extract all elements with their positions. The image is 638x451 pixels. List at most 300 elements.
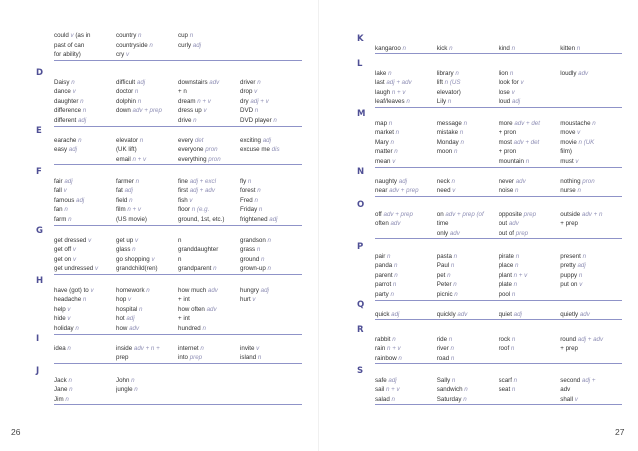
headword: hop (116, 296, 129, 304)
word-entry (116, 205, 178, 215)
part-of-speech: n (193, 116, 197, 124)
headword: near (375, 187, 390, 195)
headword: often (375, 220, 391, 228)
headword: headache (54, 296, 83, 304)
headword: fair (54, 177, 65, 185)
headword: go shopping (116, 255, 152, 263)
word-entry (560, 119, 622, 129)
part-of-speech: v (575, 157, 579, 165)
headword: grown-up (240, 265, 268, 273)
word-entry (560, 138, 622, 148)
part-of-speech: adj + adv (189, 187, 215, 195)
part-of-speech: v (128, 296, 132, 304)
headword: fall (54, 187, 64, 195)
word-entry (116, 87, 178, 97)
headword: off (375, 210, 384, 218)
headword: movie (560, 138, 579, 146)
part-of-speech: n (463, 119, 468, 127)
part-of-speech: adj (192, 41, 202, 49)
word-row (375, 344, 622, 354)
word-entry (116, 353, 178, 363)
headword: plant (498, 271, 514, 279)
word-entry (437, 335, 499, 345)
headword: Lily (436, 98, 448, 106)
part-of-speech: adj (76, 196, 85, 204)
word-entry (116, 226, 178, 236)
word-entry (499, 109, 561, 119)
word-entry (240, 186, 302, 196)
word-entry (560, 290, 622, 300)
headword: get up (116, 236, 135, 244)
word-entry (240, 205, 302, 215)
word-entry (116, 126, 178, 136)
part-of-speech: n (139, 305, 143, 313)
part-of-speech: n (513, 376, 518, 384)
headword: + int (178, 315, 190, 323)
part-of-speech: n (513, 281, 518, 289)
word-row (375, 147, 622, 157)
part-of-speech: n (451, 177, 455, 185)
word-entry (560, 69, 622, 79)
word-row (375, 325, 622, 335)
headword: easy (54, 146, 69, 154)
part-of-speech: v (203, 107, 207, 115)
word-entry (499, 210, 561, 220)
word-row (375, 271, 622, 281)
word-entry (499, 177, 561, 187)
headword: safe (375, 376, 389, 384)
word-entry (116, 106, 178, 116)
word-entry (375, 59, 437, 69)
headword: kitten (560, 44, 577, 52)
headword: moon (436, 148, 454, 156)
part-of-speech: n (US (444, 79, 461, 87)
word-row (375, 310, 622, 320)
word-entry (178, 196, 240, 206)
word-row (375, 335, 622, 345)
word-entry (499, 271, 561, 281)
word-entry (116, 41, 178, 51)
headword: lake (375, 69, 389, 77)
word-row (375, 242, 622, 252)
word-list (375, 325, 622, 364)
word-entry (116, 167, 178, 177)
headword: road (436, 354, 451, 362)
word-entry (54, 314, 116, 324)
headword: island (240, 354, 258, 362)
word-entry (560, 252, 622, 262)
word-entry (560, 271, 622, 281)
part-of-speech: n (464, 386, 468, 394)
word-entry (178, 31, 240, 41)
word-entry (375, 128, 437, 138)
word-entry (116, 116, 178, 126)
headword: Paul (436, 262, 451, 270)
word-entry (54, 78, 116, 88)
part-of-speech: n (135, 177, 140, 185)
part-of-speech: v (520, 79, 524, 87)
word-row (54, 264, 302, 274)
word-row (375, 252, 622, 262)
part-of-speech: prep (515, 229, 529, 237)
word-entry (560, 385, 622, 395)
part-of-speech: n (68, 376, 72, 384)
word-entry (499, 280, 561, 290)
word-row (375, 88, 622, 98)
part-of-speech: adj + adv (386, 79, 412, 87)
word-entry (178, 286, 240, 296)
word-row (54, 177, 302, 187)
headword: curly (178, 41, 193, 49)
word-entry (375, 88, 437, 98)
word-entry (240, 353, 302, 363)
part-of-speech: n (450, 345, 454, 353)
headword: rock (498, 335, 512, 343)
word-row (375, 366, 622, 376)
part-of-speech: v (151, 255, 155, 263)
word-entry (437, 109, 499, 119)
word-row (375, 186, 622, 196)
section-letter: R (357, 325, 364, 335)
headword: loud (498, 98, 512, 106)
headword: every (178, 136, 195, 144)
part-of-speech: n (254, 107, 259, 115)
word-entry (178, 155, 240, 165)
headword: hungry (240, 286, 261, 294)
word-entry (178, 376, 240, 386)
part-of-speech: n (592, 119, 596, 127)
word-entry (54, 245, 116, 255)
word-row (54, 353, 302, 363)
headword: round (560, 335, 578, 343)
word-row (54, 215, 302, 225)
headword: + pron (498, 129, 517, 137)
section-letter: E (36, 126, 42, 136)
part-of-speech: pron (208, 155, 221, 163)
word-entry (54, 50, 116, 60)
part-of-speech: n (395, 129, 400, 137)
word-entry (499, 119, 561, 129)
part-of-speech: adv (578, 69, 589, 77)
part-of-speech: n (448, 335, 453, 343)
word-entry (54, 334, 116, 344)
part-of-speech: n (450, 354, 455, 362)
word-row (375, 354, 622, 364)
word-entry (375, 78, 437, 88)
word-entry (560, 325, 622, 335)
word-entry (560, 376, 622, 386)
word-row (54, 344, 302, 354)
word-entry (375, 271, 437, 281)
word-entry (54, 215, 116, 225)
word-entry (178, 344, 240, 354)
part-of-speech: n (453, 252, 458, 260)
word-entry (178, 226, 240, 236)
word-entry (375, 385, 437, 395)
part-of-speech: n (134, 88, 139, 96)
right-page (319, 0, 638, 451)
word-entry (375, 157, 437, 167)
headword: rainbow (375, 354, 399, 362)
page-number: 26 (11, 427, 21, 437)
word-entry (178, 314, 240, 324)
word-entry (499, 300, 561, 310)
headword: scarf (498, 376, 514, 384)
headword: exciting (240, 136, 263, 144)
part-of-speech: n (394, 271, 398, 279)
word-entry (240, 31, 302, 41)
word-row (54, 324, 302, 334)
word-entry (178, 205, 240, 215)
word-entry (240, 324, 302, 334)
part-of-speech: n (131, 376, 135, 384)
part-of-speech: adv (508, 220, 519, 228)
word-entry (560, 34, 622, 44)
part-of-speech: pron (205, 146, 218, 154)
headword: jungle (116, 386, 135, 394)
word-row (375, 34, 622, 44)
part-of-speech: n (515, 252, 520, 260)
part-of-speech: n (387, 252, 391, 260)
part-of-speech: n (67, 344, 71, 352)
word-entry (560, 219, 622, 229)
headword: hurt (240, 296, 253, 304)
word-entry (240, 136, 302, 146)
part-of-speech: v (63, 187, 67, 195)
word-entry (54, 186, 116, 196)
word-entry (178, 136, 240, 146)
word-entry (375, 344, 437, 354)
word-entry (499, 34, 561, 44)
word-entry (375, 335, 437, 345)
headword: (UK lift) (116, 146, 137, 154)
headword: moustache (560, 119, 593, 127)
part-of-speech: n (80, 97, 84, 105)
word-entry (499, 229, 561, 239)
headword: Sally (436, 376, 452, 384)
headword: message (436, 119, 464, 127)
part-of-speech: adv + det (514, 119, 540, 127)
headword: kangaroo (375, 44, 403, 52)
word-entry (499, 366, 561, 376)
word-entry (375, 34, 437, 44)
headword: pasta (436, 252, 454, 260)
word-row (54, 376, 302, 386)
word-entry (499, 138, 561, 148)
part-of-speech: n (68, 215, 72, 223)
word-entry (499, 354, 561, 364)
word-entry (116, 186, 178, 196)
word-entry (178, 295, 240, 305)
word-list (54, 366, 302, 405)
word-row (375, 376, 622, 386)
word-entry (116, 305, 178, 315)
word-entry (54, 276, 116, 286)
word-entry (240, 87, 302, 97)
part-of-speech: n (75, 324, 79, 332)
word-entry (437, 78, 499, 88)
word-entry (499, 290, 561, 300)
word-entry (240, 41, 302, 51)
headword: how often (178, 305, 207, 313)
headword: move (560, 129, 578, 137)
word-entry (54, 295, 116, 305)
part-of-speech: n (189, 32, 194, 39)
headword: quiet (498, 310, 514, 318)
part-of-speech: v (574, 395, 578, 403)
headword: Peter (436, 281, 454, 289)
word-row (54, 226, 302, 236)
part-of-speech: n (64, 206, 68, 214)
headword: everything (178, 155, 209, 163)
headword: + prep (560, 345, 578, 353)
word-entry (375, 200, 437, 210)
part-of-speech: adv (129, 324, 140, 332)
word-entry (54, 395, 116, 405)
headword: seat (498, 386, 512, 394)
word-entry (499, 128, 561, 138)
word-entry (240, 334, 302, 344)
word-entry (437, 138, 499, 148)
headword: laugh (375, 88, 392, 96)
word-entry (560, 78, 622, 88)
headword: loudly (560, 69, 579, 77)
word-entry (499, 242, 561, 252)
part-of-speech: n (453, 281, 457, 289)
word-entry (437, 325, 499, 335)
headword: second (560, 376, 582, 384)
word-entry (54, 167, 116, 177)
part-of-speech: adv (579, 310, 590, 318)
word-entry (437, 147, 499, 157)
section-letter: I (36, 334, 40, 344)
headword: noise (498, 187, 516, 195)
word-entry (437, 290, 499, 300)
part-of-speech: n (267, 236, 271, 244)
headword: drop (240, 88, 255, 96)
word-row (54, 155, 302, 165)
section-letter: O (357, 200, 365, 210)
headword: parrot (375, 281, 393, 289)
word-entry (499, 376, 561, 386)
headword: John (116, 376, 132, 384)
headword: Jane (54, 386, 70, 394)
part-of-speech: adj + excl (189, 177, 217, 185)
part-of-speech: adj (398, 177, 408, 185)
part-of-speech: n (510, 345, 515, 353)
part-of-speech: n + v (513, 271, 528, 279)
word-entry (178, 334, 240, 344)
word-row (375, 59, 622, 69)
headword: more (498, 119, 515, 127)
part-of-speech: n (139, 136, 144, 144)
word-entry (499, 147, 561, 157)
word-entry (54, 236, 116, 246)
word-list (54, 68, 302, 127)
word-entry (116, 366, 178, 376)
part-of-speech: n (78, 136, 82, 144)
part-of-speech: n (UK (578, 138, 595, 146)
part-of-speech: adv + n (581, 210, 603, 218)
part-of-speech: n (450, 262, 455, 270)
headword: only (436, 229, 450, 237)
headword: Fred (240, 196, 255, 204)
section-letter: P (357, 242, 364, 252)
part-of-speech: n (146, 286, 150, 294)
word-entry (375, 69, 437, 79)
headword: past of can (54, 41, 85, 49)
headword: picnic (436, 290, 455, 298)
headword: famous (54, 196, 77, 204)
part-of-speech: n (149, 41, 153, 49)
part-of-speech: n (447, 98, 452, 106)
part-of-speech: adv (207, 286, 218, 294)
word-entry (178, 236, 240, 246)
word-entry (178, 264, 240, 274)
section-letter: F (36, 167, 42, 177)
word-entry (178, 87, 240, 97)
word-entry (375, 366, 437, 376)
word-list (54, 167, 302, 226)
headword: into (178, 354, 190, 362)
word-row (375, 290, 622, 300)
headword: cry (116, 51, 126, 59)
word-entry (375, 147, 437, 157)
headword: driver (240, 78, 258, 86)
word-entry (116, 255, 178, 265)
word-entry (240, 295, 302, 305)
word-entry (54, 353, 116, 363)
part-of-speech: n (577, 187, 581, 195)
word-row (54, 78, 302, 88)
word-entry (560, 366, 622, 376)
part-of-speech: adv + prep (383, 210, 413, 218)
word-entry (116, 145, 178, 155)
part-of-speech: adj (269, 215, 278, 223)
part-of-speech: n (132, 246, 136, 254)
word-entry (499, 219, 561, 229)
part-of-speech: n (394, 148, 398, 156)
word-entry (116, 215, 178, 225)
headword: inside (116, 344, 134, 352)
headword: neck (436, 177, 452, 185)
headword: shall (560, 395, 575, 403)
word-entry (375, 97, 437, 107)
word-row (54, 255, 302, 265)
part-of-speech: n (82, 107, 87, 115)
part-of-speech: n (454, 290, 458, 298)
headword: ground (240, 255, 261, 263)
headword: difference (54, 107, 83, 115)
word-entry (178, 305, 240, 315)
section-letter: D (36, 68, 44, 78)
headword: doctor (116, 88, 135, 96)
word-row (54, 236, 302, 246)
word-entry (240, 155, 302, 165)
part-of-speech: adj (136, 78, 146, 86)
headword: pet (436, 271, 448, 279)
part-of-speech: n (71, 78, 75, 86)
word-entry (499, 167, 561, 177)
word-entry (178, 366, 240, 376)
word-row (54, 41, 302, 51)
word-row (54, 68, 302, 78)
headword: matter (375, 148, 395, 156)
headword: farm (54, 215, 69, 223)
part-of-speech: adj (391, 310, 400, 318)
word-row (54, 286, 302, 296)
headword: fat (116, 187, 125, 195)
